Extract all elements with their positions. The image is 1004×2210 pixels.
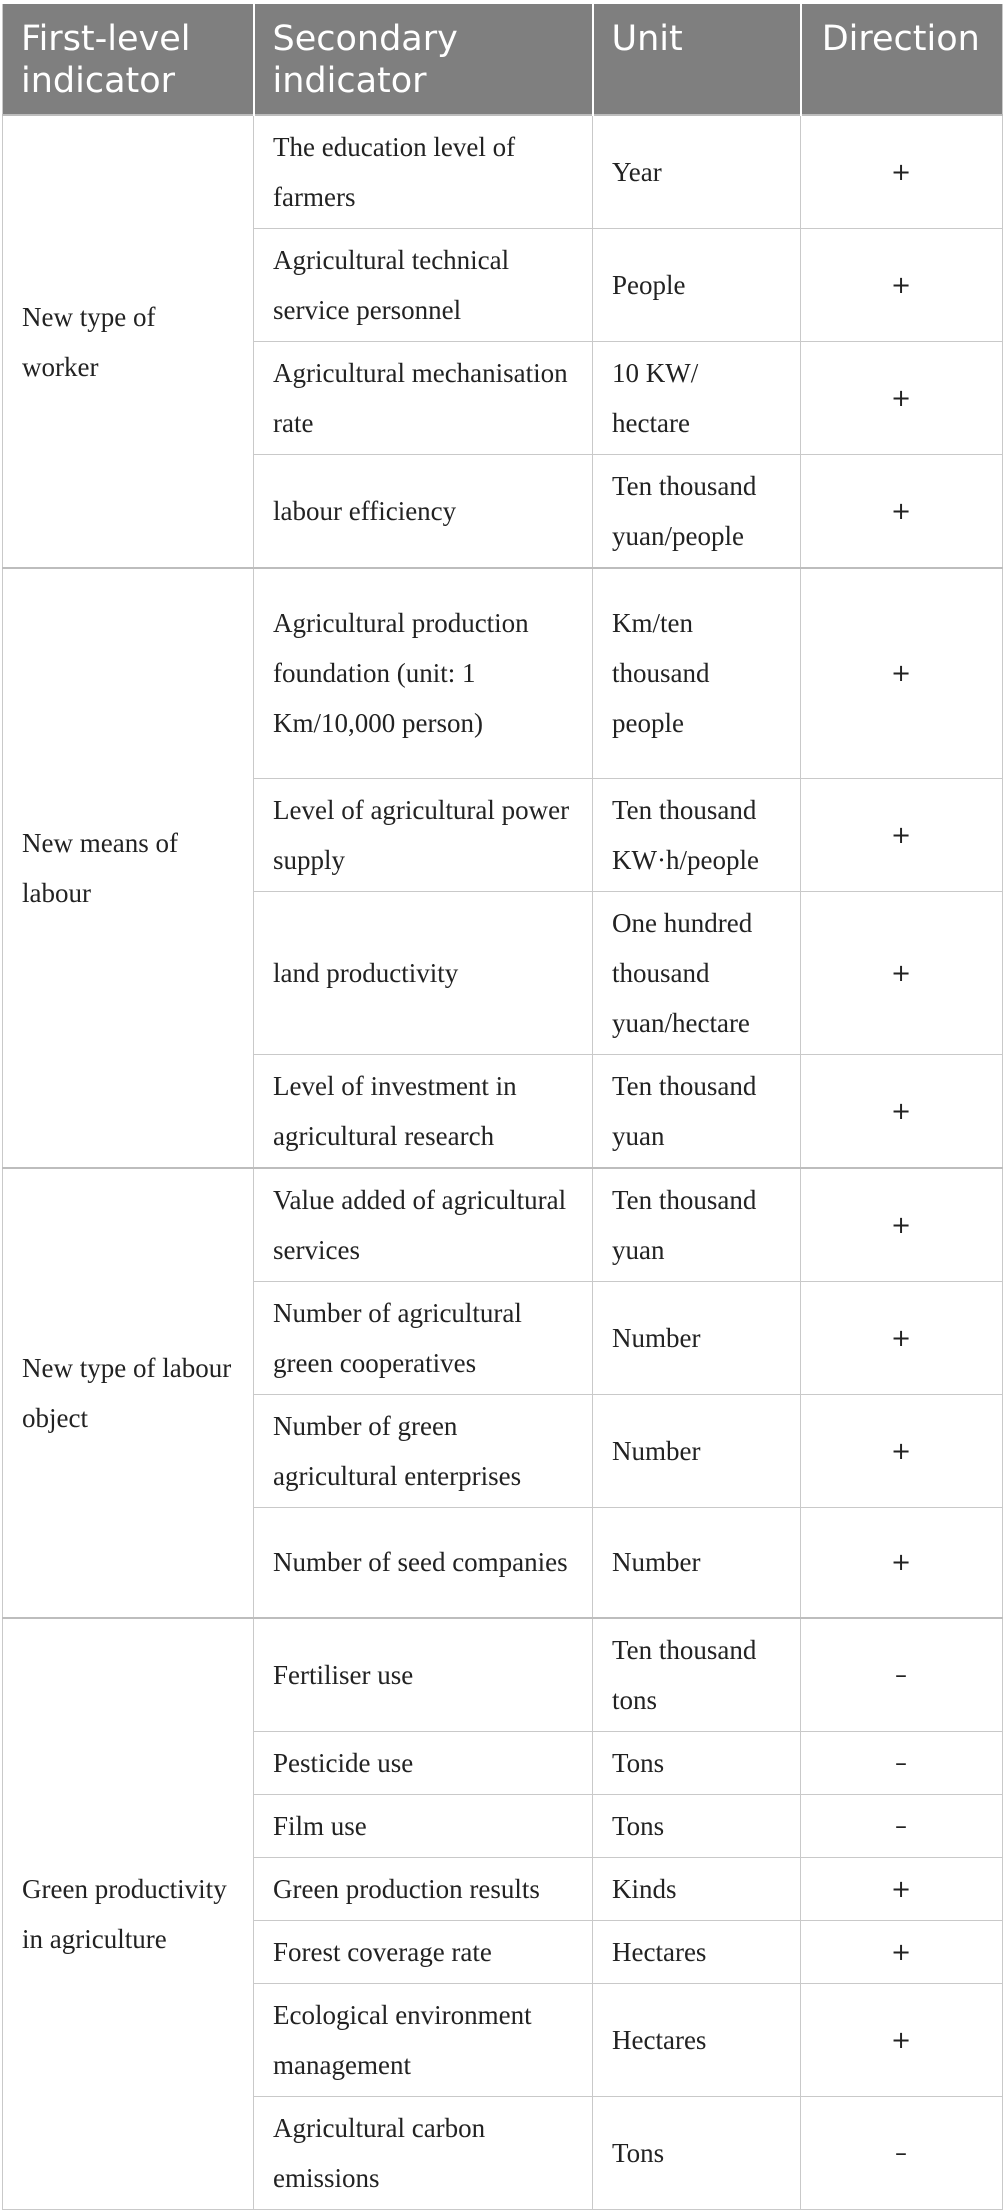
- secondary-indicator-cell: Agricultural production foundation (unit: 1 Km/10,000 person): [254, 568, 593, 778]
- unit-cell: One hundred thousand yuan/hectare: [593, 891, 801, 1054]
- header-direction: Direction: [801, 4, 1003, 115]
- direction-cell: –: [801, 1795, 1003, 1858]
- direction-cell: +: [801, 1054, 1003, 1168]
- secondary-indicator-cell: Ecological environment management: [254, 1984, 593, 2097]
- direction-cell: +: [801, 455, 1003, 569]
- first-level-indicator-cell: Green productivity in agriculture: [3, 1618, 254, 2210]
- unit-cell: Tons: [593, 2097, 801, 2210]
- secondary-indicator-cell: Agricultural technical service personnel: [254, 229, 593, 342]
- table-row: [3, 1168, 1003, 1282]
- table-row: [3, 115, 1003, 229]
- unit-cell: Ten thousand yuan: [593, 1168, 801, 1282]
- unit-cell: Ten thousand yuan: [593, 1054, 801, 1168]
- direction-cell: +: [801, 568, 1003, 778]
- secondary-indicator-cell: Forest coverage rate: [254, 1921, 593, 1984]
- direction-cell: –: [801, 2097, 1003, 2210]
- unit-cell: Ten thousand yuan/people: [593, 455, 801, 569]
- direction-cell: –: [801, 1618, 1003, 1732]
- direction-cell: +: [801, 1984, 1003, 2097]
- direction-cell: +: [801, 1921, 1003, 1984]
- first-level-indicator-cell: New means of labour: [3, 568, 254, 1168]
- first-level-indicator-cell: New type of worker: [3, 115, 254, 568]
- header-unit: Unit: [593, 4, 801, 115]
- first-level-indicator-cell: New type of labour object: [3, 1168, 254, 1619]
- unit-cell: Year: [593, 115, 801, 229]
- secondary-indicator-cell: Pesticide use: [254, 1732, 593, 1795]
- unit-cell: Hectares: [593, 1984, 801, 2097]
- direction-cell: –: [801, 1732, 1003, 1795]
- secondary-indicator-cell: Level of investment in agricultural research: [254, 1054, 593, 1168]
- secondary-indicator-cell: Fertiliser use: [254, 1618, 593, 1732]
- direction-cell: +: [801, 891, 1003, 1054]
- direction-cell: +: [801, 778, 1003, 891]
- unit-cell: Km/ten thousand people: [593, 568, 801, 778]
- unit-cell: Kinds: [593, 1858, 801, 1921]
- unit-cell: Number: [593, 1394, 801, 1507]
- indicator-table: [2, 4, 1003, 2210]
- unit-cell: Number: [593, 1281, 801, 1394]
- secondary-indicator-cell: Number of agricultural green cooperatives: [254, 1281, 593, 1394]
- direction-cell: +: [801, 1168, 1003, 1282]
- secondary-indicator-cell: Value added of agricultural services: [254, 1168, 593, 1282]
- direction-cell: +: [801, 1507, 1003, 1618]
- direction-cell: +: [801, 342, 1003, 455]
- unit-cell: Tons: [593, 1732, 801, 1795]
- header-row: [3, 4, 1003, 115]
- direction-cell: +: [801, 1281, 1003, 1394]
- secondary-indicator-cell: land productivity: [254, 891, 593, 1054]
- header-first-level-indicator: First-level indicator: [3, 4, 254, 115]
- secondary-indicator-cell: Agricultural mechanisation rate: [254, 342, 593, 455]
- table-row: [3, 1618, 1003, 1732]
- indicator-table-container: [2, 4, 1002, 2210]
- secondary-indicator-cell: The education level of farmers: [254, 115, 593, 229]
- direction-cell: +: [801, 229, 1003, 342]
- table-row: [3, 568, 1003, 778]
- unit-cell: Ten thousand tons: [593, 1618, 801, 1732]
- header-secondary-indicator: Secondary indicator: [254, 4, 593, 115]
- unit-cell: 10 KW/ hectare: [593, 342, 801, 455]
- secondary-indicator-cell: Number of seed companies: [254, 1507, 593, 1618]
- secondary-indicator-cell: Level of agricultural power supply: [254, 778, 593, 891]
- secondary-indicator-cell: Agricultural carbon emissions: [254, 2097, 593, 2210]
- unit-cell: People: [593, 229, 801, 342]
- direction-cell: +: [801, 1394, 1003, 1507]
- table-body: [3, 115, 1003, 2210]
- table-header: [3, 4, 1003, 115]
- direction-cell: +: [801, 1858, 1003, 1921]
- secondary-indicator-cell: Green production results: [254, 1858, 593, 1921]
- secondary-indicator-cell: Film use: [254, 1795, 593, 1858]
- unit-cell: Ten thousand KW·h/people: [593, 778, 801, 891]
- secondary-indicator-cell: Number of green agricultural enterprises: [254, 1394, 593, 1507]
- unit-cell: Hectares: [593, 1921, 801, 1984]
- unit-cell: Tons: [593, 1795, 801, 1858]
- secondary-indicator-cell: labour efficiency: [254, 455, 593, 569]
- direction-cell: +: [801, 115, 1003, 229]
- unit-cell: Number: [593, 1507, 801, 1618]
